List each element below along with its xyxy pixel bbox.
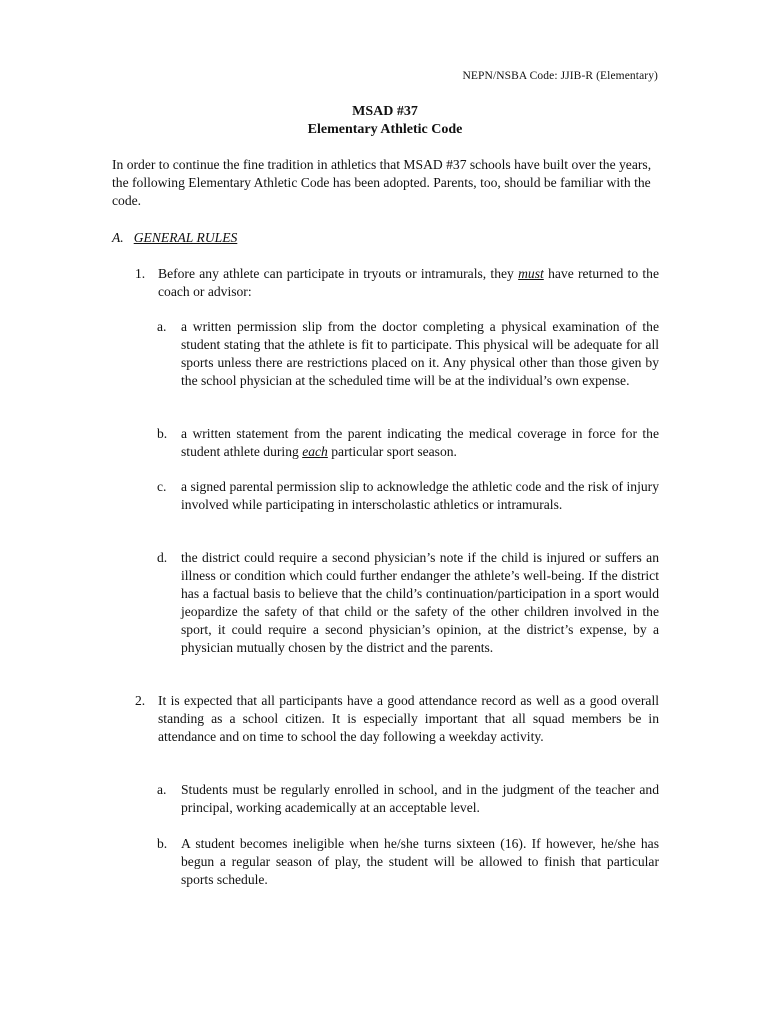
item-text: [181, 425, 659, 461]
document-title: [0, 103, 770, 139]
rule-text: It is expected that all participants have a good attendance record as well as a good overall standing as a school citizen. It is especially important that all squad members be in attendance and on time to school the day following a weekday activity.: [158, 693, 659, 744]
rule-number: 2.: [135, 693, 146, 708]
item-text: A student becomes ineligible when he/she turns sixteen (16). If however, he/she has begun a regular season of play, the student will be allowed to finish that particular sports schedule.: [181, 836, 659, 887]
item-emphasis: each: [302, 444, 328, 459]
item-text-part: a written statement from the parent indicating the medical coverage in force for the student athlete during: [181, 426, 659, 459]
section-title: GENERAL RULES: [133, 230, 238, 245]
item-letter: a.: [157, 319, 167, 334]
item-letter: c.: [157, 479, 167, 494]
rule-2-item-a: [157, 781, 659, 817]
item-text: a signed parental permission slip to acknowledge the athletic code and the risk of injury involved while participating in interscholastic athletics or intramurals.: [181, 479, 659, 512]
policy-code: NEPN/NSBA Code: JJIB-R (Elementary): [462, 70, 658, 82]
intro-paragraph: In order to continue the fine tradition in athletics that MSAD #37 schools have built over the years, the following Elementary Athletic Code has been adopted. Parents, too, should be familiar with the code.: [112, 157, 652, 208]
rule-1-item-a: [157, 318, 659, 390]
title-district: MSAD #37: [352, 104, 418, 119]
rule-1-item-b: [157, 425, 659, 461]
rule-text-part: Before any athlete can participate in tryouts or intramurals, they: [158, 266, 519, 281]
section-heading-general-rules: [112, 229, 237, 247]
item-letter: b.: [157, 426, 168, 441]
rule-1-item-c: [157, 478, 659, 514]
rule-text: [158, 265, 659, 301]
rule-2-item-b: [157, 835, 659, 889]
rule-1: [135, 265, 659, 301]
item-letter: b.: [157, 836, 168, 851]
item-letter: a.: [157, 782, 167, 797]
title-code-name: Elementary Athletic Code: [307, 122, 463, 137]
rule-emphasis: must: [518, 266, 544, 281]
item-text: Students must be regularly enrolled in school, and in the judgment of the teacher and principal, working academically at an acceptable level.: [181, 782, 659, 815]
rule-1-item-d: [157, 549, 659, 657]
rule-2: [135, 692, 659, 746]
item-text: the district could require a second physician’s note if the child is injured or suffers an illness or condition which could further endanger the athlete’s well-being. If the district has a factual basis to believe that the child’s continuation/participation in a sport would jeopardize the safety of that child or the safety of the other children involved in the sport, it could require a second physician’s opinion, at the district’s expense, by a physician mutually chosen by the district and the parents.: [181, 550, 659, 655]
item-text-part: particular sport season.: [327, 444, 457, 459]
rule-text-part: have returned to the coach or advisor:: [158, 266, 659, 299]
rule-number: 1.: [135, 266, 146, 281]
section-letter: A.: [112, 230, 124, 245]
item-letter: d.: [157, 550, 168, 565]
item-text: a written permission slip from the doctor completing a physical examination of the student stating that the athlete is fit to participate. This physical will be adequate for all sports unless there are restrictions placed on it. Any physical other than those given by the school physician at the scheduled time will be at the individual’s own expense.: [181, 319, 659, 388]
